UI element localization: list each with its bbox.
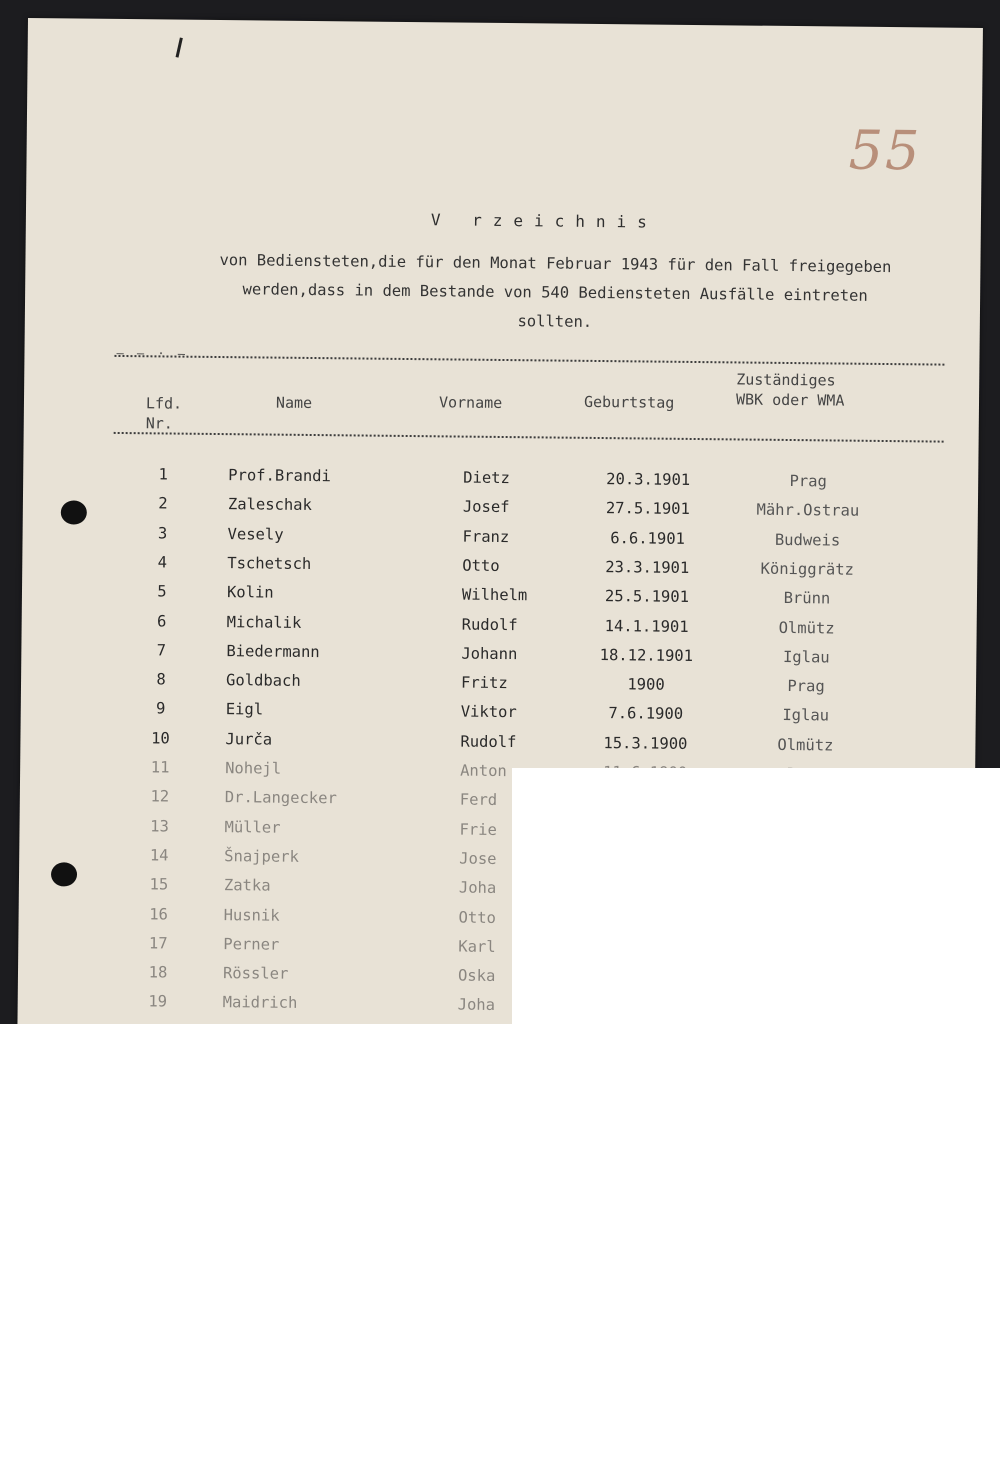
row-name: Šnajperk [224,846,299,866]
row-number: 12 [150,787,170,806]
column-header-office-line1: Zuständiges [736,370,836,390]
row-number: 7 [156,641,167,660]
row-office: Iglau [782,647,830,667]
row-first-name: Rudolf [460,732,517,751]
row-name: Biedermann [226,641,320,661]
column-header-nr [146,393,183,433]
row-office: Mähr.Ostrau [756,500,860,521]
row-name: Goldbach [225,671,301,690]
row-birthday: 14.1.1901 [604,616,689,636]
row-first-name: Joha [457,995,496,1015]
row-first-name: Joha [458,878,497,898]
column-header-first-name: Vorname [438,393,503,412]
row-name: Vesely [227,524,284,544]
row-first-name: Rudolf [461,615,518,634]
row-birthday: 18.12.1901 [599,645,694,665]
row-birthday: 25.5.1901 [604,587,690,607]
row-name: Kolin [226,583,274,602]
row-first-name: Otto [462,556,500,575]
row-number: 5 [157,582,167,601]
row-first-name: Josef [462,497,510,517]
row-number: 19 [148,992,168,1011]
row-office: Iglau [782,706,830,725]
row-office: Prag [789,472,827,491]
row-office: Königgrätz [760,559,855,579]
header-rule-bottom [114,432,944,443]
row-first-name: Oska [457,966,496,986]
blank-area [512,768,1000,1024]
row-first-name: Dietz [463,468,510,488]
row-number: 2 [158,494,168,513]
row-number: 4 [157,553,168,572]
column-header-nr-line1: Lfd. [145,394,183,413]
row-number: 9 [156,699,166,718]
row-first-name: Ferd [459,790,498,810]
row-first-name: Wilhelm [461,585,528,605]
row-name: Tschetsch [227,554,312,573]
row-birthday: 23.3.1901 [605,557,690,577]
row-number: 18 [148,963,168,982]
row-birthday: 7.6.1900 [608,704,684,724]
row-office: Prag [787,677,825,696]
row-number: 1 [158,465,168,484]
row-name: Maidrich [222,993,298,1013]
row-number: 11 [150,758,170,777]
row-birthday: 6.6.1901 [610,528,686,548]
row-birthday: 20.3.1901 [606,470,691,489]
row-first-name: Jose [459,849,497,868]
row-office: Budweis [774,530,841,550]
row-first-name: Otto [458,908,497,927]
row-first-name: Anton [460,761,507,781]
row-first-name: Franz [462,527,510,546]
row-first-name: Frie [459,820,497,839]
row-name: Perner [223,934,280,954]
row-name: Dr.Langecker [224,788,337,808]
row-name: Müller [224,817,281,837]
row-first-name: Viktor [460,702,517,722]
document-title: V rzeichnis [430,210,658,232]
header-rule-top [114,355,944,366]
column-header-office [736,369,845,410]
column-header-birthday: Geburtstag [583,392,675,412]
row-birthday: 15.3.1900 [603,733,688,753]
row-number: 17 [148,934,168,953]
row-first-name: Karl [458,937,496,956]
subtitle-line-1: von Bediensteten,die für den Monat Februar 1943 für den Fall freigegeben [219,251,892,277]
row-number: 13 [150,816,169,836]
row-number: 14 [149,846,169,865]
row-number: 3 [157,523,168,543]
row-first-name: Johann [461,644,518,663]
column-header-office-line2: WBK oder WMA [735,390,845,410]
row-name: Michalik [226,612,302,632]
row-birthday: 1900 [627,675,665,694]
row-first-name: Fritz [460,673,508,693]
document-subtitle [175,246,936,341]
row-name: Eigl [225,700,264,719]
row-name: Husnik [223,905,280,925]
subtitle-line-2: werden,dass in dem Bestande von 540 Bediensteten Ausfälle eintreten [242,280,868,305]
row-number: 15 [149,875,169,894]
row-number: 10 [151,729,170,748]
row-name: Nohejl [225,759,282,778]
row-name: Zaleschak [227,495,313,515]
row-birthday: 27.5.1901 [605,499,690,519]
row-number: 16 [149,904,169,924]
row-number: 6 [156,611,167,630]
row-number: 8 [156,670,166,689]
pencil-mark [176,37,183,57]
row-name: Jurča [225,729,273,749]
row-name: Prof.Brandi [228,466,331,486]
row-office: Olmütz [778,618,835,637]
dash-mark: — — · — [116,345,189,361]
row-name: Zatka [223,876,271,895]
row-office: Brünn [783,589,831,608]
handwritten-page-number: 55 [848,118,922,183]
column-header-nr-line2: Nr. [145,414,173,433]
column-header-name: Name [275,393,313,412]
row-office: Olmütz [777,735,834,755]
row-name: Rössler [222,964,289,983]
subtitle-line-3: sollten. [517,312,593,331]
